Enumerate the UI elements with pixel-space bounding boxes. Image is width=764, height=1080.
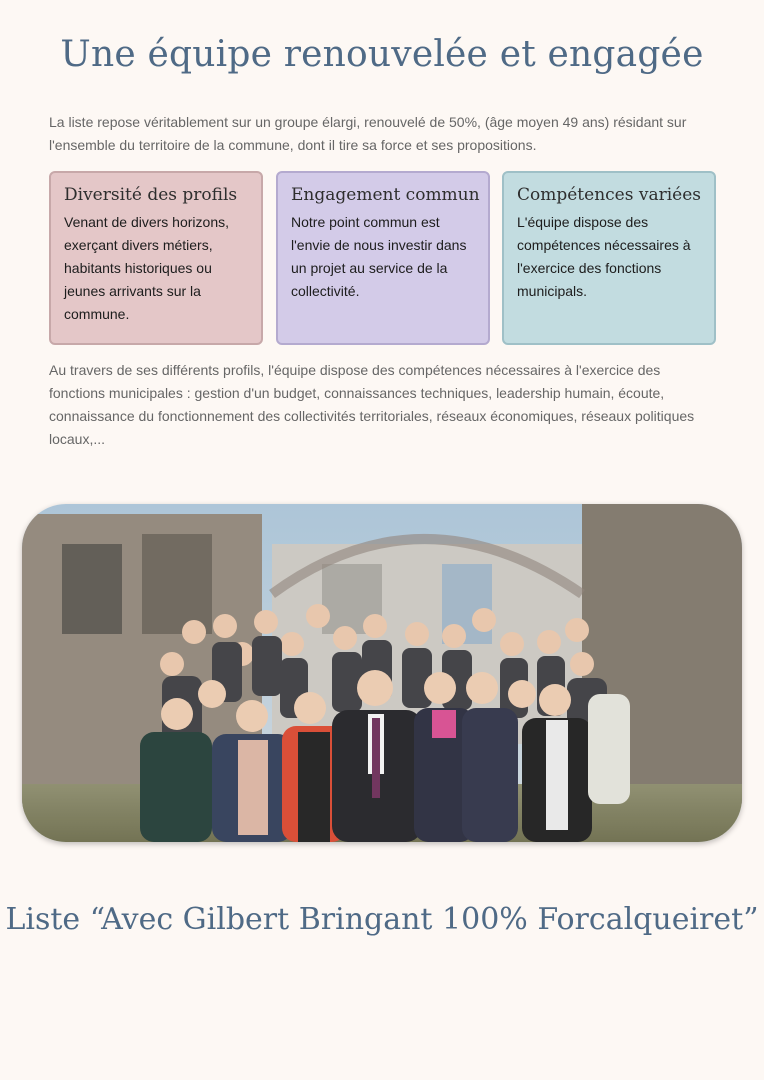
skills-paragraph: Au travers de ses différents profils, l'équipe dispose des compétences nécessaires à l'exercice des fonctions municipales : gestion d'un budget, connaissances techniques, leadership humain, écoute, connaissance du fonctionnement des collectivités territoriales, réseaux économiques, réseaux politiques locaux,... — [49, 362, 695, 447]
card-skills — [502, 171, 716, 345]
page-title: Une équipe renouvelée et engagée — [60, 34, 704, 75]
card-text: Notre point commun est l'envie de nous investir dans un projet au service de la collectivité. — [291, 214, 467, 299]
card-title: Compétences variées — [517, 185, 702, 205]
card-text: L'équipe dispose des compétences nécessaires à l'exercice des fonctions municipals. — [517, 214, 691, 299]
team-photo-illustration — [22, 504, 742, 842]
card-diversity — [49, 171, 263, 345]
feature-cards — [49, 171, 717, 345]
card-title: Diversité des profils — [64, 185, 238, 205]
card-title: Engagement commun — [291, 185, 480, 205]
intro-paragraph: La liste repose véritablement sur un groupe élargi, renouvelé de 50%, (âge moyen 49 ans) résidant sur l'ensemble du territoire de la commune, dont il tire sa force et ses propositions. — [49, 114, 687, 153]
team-photo — [22, 504, 742, 842]
card-text: Venant de divers horizons, exerçant divers métiers, habitants historiques ou jeunes arrivants sur la commune. — [64, 214, 229, 322]
list-title: Liste “Avec Gilbert Bringant 100% Forcalqueiret” — [5, 902, 759, 937]
card-engagement — [276, 171, 490, 345]
